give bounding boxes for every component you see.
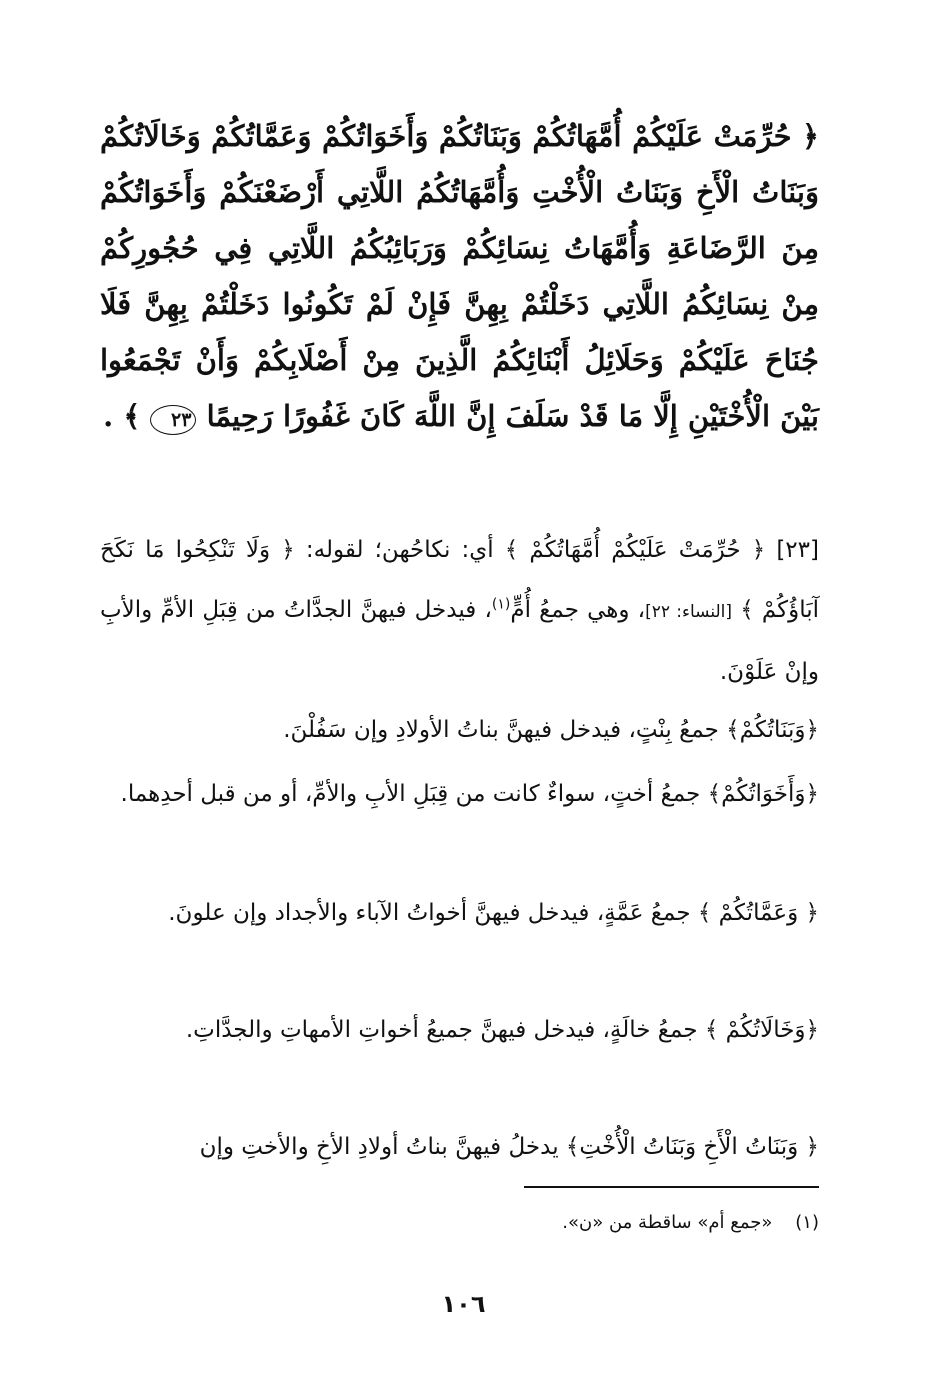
commentary-text: ، فيدخل فيهنَّ الجدَّاتُ من قِبَلِ الأمِّ والأبِ وإنْ عَلَوْنَ. — [100, 597, 819, 685]
commentary-paragraph-6 — [100, 1117, 819, 1177]
commentary-paragraph-3 — [100, 764, 819, 824]
commentary-paragraph-2 — [100, 700, 819, 760]
footnote-number: (١) — [795, 1212, 819, 1233]
footnote-text: «جمع أم» ساقطة من «ن». — [562, 1212, 773, 1233]
commentary-text: ﴿وَخَالَاتُكُمْ ﴾ جمعُ خالَةٍ، فيدخل فيهنَّ جميعُ أخواتِ الأمهاتِ والجدَّاتِ. — [185, 1017, 819, 1043]
commentary-text: [٢٣] ﴿ حُرِّمَتْ عَلَيْكُمْ أُمَّهَاتُكُمْ ﴾ أي: نكاحُهن؛ لقوله: ﴿ وَلَا تَنْكِحُوا مَا نَكَحَ آبَاؤُكُمْ ﴾ — [100, 537, 819, 623]
footnote-divider — [524, 1186, 819, 1188]
verse-number-marker: ٢٣ — [150, 405, 196, 435]
commentary-paragraph-5 — [100, 1000, 819, 1060]
commentary-text: ﴿ وَعَمَّاتُكُمْ ﴾ جمعُ عَمَّةٍ، فيدخل فيهنَّ أخواتُ الآباء والأجداد وإن علونَ. — [168, 900, 819, 926]
commentary-text: ﴿ وَبَنَاتُ الْأَخِ وَبَنَاتُ الْأُخْتِ﴾ يدخلُ فيهنَّ بناتُ أولادِ الأخِ والأختِ وإن — [199, 1134, 819, 1160]
quran-verse — [100, 108, 819, 444]
footnote — [300, 1208, 819, 1238]
verse-close: ﴾ . — [103, 399, 141, 433]
citation-reference: [النساء: ٢٢] — [645, 602, 732, 622]
commentary-paragraph-1 — [100, 520, 819, 702]
commentary-text: ، وهي جمعُ أُمٍّ — [510, 597, 646, 623]
verse-text: ﴿ حُرِّمَتْ عَلَيْكُمْ أُمَّهَاتُكُمْ وَبَنَاتُكُمْ وَأَخَوَاتُكُمْ وَعَمَّاتُكُمْ وَخَالَاتُكُمْ وَبَنَاتُ الْأَخِ وَبَنَاتُ الْأُخْتِ وَأُمَّهَاتُكُمُ اللَّاتِي أَرْضَعْنَكُمْ وَأَخَوَاتُكُمْ مِنَ الرَّضَاعَةِ وَأُمَّهَاتُ نِسَائِكُمْ وَرَبَائِبُكُمُ اللَّاتِي فِي حُجُورِكُمْ مِنْ نِسَائِكُمُ اللَّاتِي دَخَلْتُمْ بِهِنَّ فَإِنْ لَمْ تَكُونُوا دَخَلْتُمْ بِهِنَّ فَلَا جُنَاحَ عَلَيْكُمْ وَحَلَائِلُ أَبْنَائِكُمُ الَّذِينَ مِنْ أَصْلَابِكُمْ وَأَنْ تَجْمَعُوا بَيْنَ الْأُخْتَيْنِ إِلَّا مَا قَدْ سَلَفَ إِنَّ اللَّهَ كَانَ غَفُورًا رَحِيمًا — [100, 119, 819, 433]
page-number: ١٠٦ — [441, 1290, 486, 1318]
commentary-paragraph-4 — [100, 883, 819, 943]
commentary-text: ﴿وَأَخَوَاتُكُمْ﴾ جمعُ أختٍ، سواءٌ كانت من قِبَلِ الأبِ والأمِّ، أو من قبل أحدِهما. — [120, 781, 819, 807]
commentary-text: ﴿وَبَنَاتُكُمْ﴾ جمعُ بِنْتٍ، فيدخل فيهنَّ بناتُ الأولادِ وإن سَفُلْنَ. — [283, 717, 819, 743]
footnote-reference[interactable]: (١) — [491, 596, 511, 613]
